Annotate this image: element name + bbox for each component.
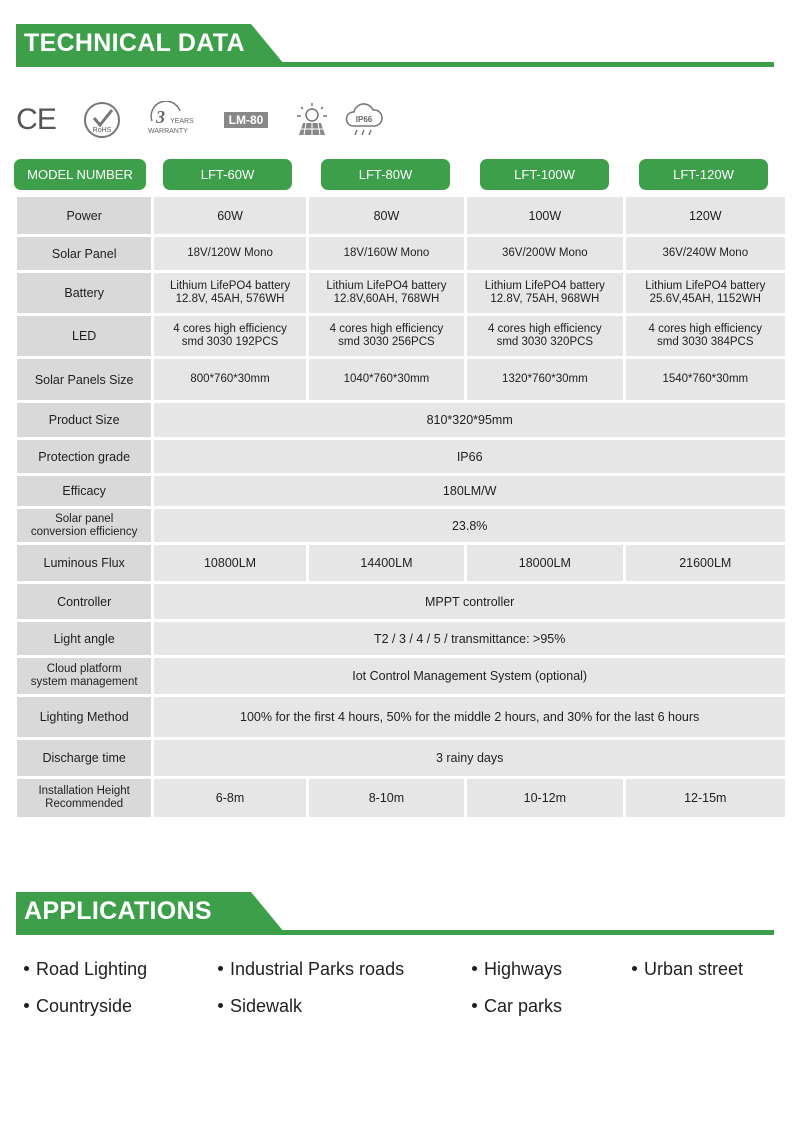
list-item-label: Industrial Parks roads <box>230 959 405 979</box>
table-row <box>17 622 785 655</box>
cell-line: 12.8V,60AH, 768WH <box>333 293 440 305</box>
spec-table <box>14 194 788 820</box>
cell-line: 4 cores high efficiency <box>488 323 602 335</box>
cell-line: smd 3030 320PCS <box>496 336 594 348</box>
list-item-label: Highways <box>484 959 563 979</box>
table-cell: 8-10m <box>309 779 464 817</box>
model-lft-80w: LFT-80W <box>321 159 450 190</box>
row-label-installation-height <box>17 779 151 817</box>
ce-mark-icon <box>16 98 56 142</box>
warranty-word: WARRANTY <box>148 128 188 135</box>
table-cell <box>626 273 785 313</box>
cell-line: smd 3030 192PCS <box>181 336 279 348</box>
table-row <box>17 359 785 400</box>
table-row <box>17 509 785 542</box>
lm80-icon <box>220 98 272 142</box>
label-line: Recommended <box>45 798 124 810</box>
table-cell: 60W <box>154 197 305 234</box>
label-line: system management <box>30 676 138 688</box>
row-label-protection-grade: Protection grade <box>17 440 151 473</box>
table-row <box>17 740 785 776</box>
table-row <box>17 584 785 619</box>
lm80-text: LM-80 <box>224 112 269 128</box>
cell-line: 25.6V,45AH, 1152WH <box>649 293 761 305</box>
bullet-icon <box>218 966 223 971</box>
table-cell <box>154 316 305 356</box>
header-underline <box>16 930 774 935</box>
row-label-solar-panels-size: Solar Panels Size <box>17 359 151 400</box>
list-item <box>218 959 404 980</box>
table-cell: 1040*760*30mm <box>309 359 464 400</box>
row-label-luminous-flux: Luminous Flux <box>17 545 151 581</box>
table-cell: 120W <box>626 197 785 234</box>
table-cell: 10-12m <box>467 779 622 817</box>
table-cell-merged: 23.8% <box>154 509 785 542</box>
rohs-badge-icon <box>83 101 121 139</box>
row-label-power: Power <box>17 197 151 234</box>
cell-line: Lithium LifePO4 battery <box>326 280 447 292</box>
list-item-label: Road Lighting <box>36 959 148 979</box>
table-row <box>17 697 785 737</box>
row-label-controller: Controller <box>17 584 151 619</box>
list-item <box>472 996 562 1017</box>
table-cell-merged: MPPT controller <box>154 584 785 619</box>
table-cell <box>309 316 464 356</box>
list-item-label: Urban street <box>644 959 744 979</box>
list-item-label: Car parks <box>484 996 563 1016</box>
certification-icons <box>16 98 416 142</box>
bullet-icon <box>24 1003 29 1008</box>
row-label-led: LED <box>17 316 151 356</box>
applications-title: APPLICATIONS <box>24 897 212 925</box>
list-item <box>24 996 132 1017</box>
warranty-years-number: 3 <box>156 107 165 127</box>
row-label-conversion-efficiency <box>17 509 151 542</box>
table-cell <box>154 273 305 313</box>
table-row <box>17 658 785 694</box>
cell-line: 4 cores high efficiency <box>648 323 763 335</box>
bullet-icon <box>472 1003 477 1008</box>
table-row <box>17 273 785 313</box>
header-underline <box>16 62 774 67</box>
table-cell <box>467 273 622 313</box>
row-label-discharge-time: Discharge time <box>17 740 151 776</box>
technical-data-header <box>16 24 774 68</box>
table-cell: 14400LM <box>309 545 464 581</box>
table-cell: 10800LM <box>154 545 305 581</box>
row-label-product-size: Product Size <box>17 403 151 437</box>
applications-header <box>16 892 774 936</box>
ip66-cloud-icon <box>344 98 384 142</box>
cell-line: Lithium LifePO4 battery <box>484 280 605 292</box>
table-cell <box>309 273 464 313</box>
row-label-solar-panel: Solar Panel <box>17 237 151 270</box>
table-cell: 800*760*30mm <box>154 359 305 400</box>
ip66-badge-text: IP66 <box>355 115 373 124</box>
technical-data-title: TECHNICAL DATA <box>24 29 245 57</box>
table-cell: 36V/200W Mono <box>467 237 622 270</box>
row-label-lighting-method: Lighting Method <box>17 697 151 737</box>
rohs-icon <box>82 98 122 142</box>
table-cell-merged: 810*320*95mm <box>154 403 785 437</box>
table-cell: 36V/240W Mono <box>626 237 785 270</box>
table-cell: 100W <box>467 197 622 234</box>
table-cell <box>467 316 622 356</box>
model-lft-60w: LFT-60W <box>163 159 292 190</box>
cell-line: Lithium LifePO4 battery <box>169 280 291 292</box>
table-cell-merged: Iot Control Management System (optional) <box>154 658 785 694</box>
table-cell: 1540*760*30mm <box>626 359 785 400</box>
table-row <box>17 779 785 817</box>
cell-line: smd 3030 256PCS <box>338 336 435 348</box>
bullet-icon <box>24 966 29 971</box>
cell-line: 4 cores high efficiency <box>173 323 287 335</box>
label-line: Solar panel <box>55 512 114 525</box>
table-row <box>17 545 785 581</box>
row-label-cloud-platform <box>17 658 151 694</box>
table-cell: 18V/120W Mono <box>154 237 305 270</box>
list-item <box>472 959 562 980</box>
table-cell: 18000LM <box>467 545 622 581</box>
table-cell: 1320*760*30mm <box>467 359 622 400</box>
table-cell-merged: IP66 <box>154 440 785 473</box>
bullet-icon <box>218 1003 223 1008</box>
table-row <box>17 476 785 506</box>
table-row <box>17 403 785 437</box>
model-lft-100w: LFT-100W <box>480 159 609 190</box>
row-label-efficacy: Efficacy <box>17 476 151 506</box>
warranty-badge-icon <box>146 101 198 139</box>
cell-line: 12.8V, 75AH, 968WH <box>490 293 600 305</box>
cell-line: 4 cores high efficiency <box>329 323 444 335</box>
cell-line: 12.8V, 45AH, 576WH <box>175 293 285 305</box>
list-item <box>24 959 147 980</box>
label-line: Installation Height <box>38 785 130 797</box>
bullet-icon <box>632 966 637 971</box>
label-line: conversion efficiency <box>30 525 138 538</box>
table-cell: 21600LM <box>626 545 785 581</box>
table-cell <box>626 316 785 356</box>
table-cell: 12-15m <box>626 779 785 817</box>
table-row <box>17 197 785 234</box>
applications-list <box>24 955 784 1035</box>
warranty-years-word: YEARS <box>170 118 194 125</box>
cell-line: smd 3030 384PCS <box>657 336 754 348</box>
table-row <box>17 440 785 473</box>
bullet-icon <box>472 966 477 971</box>
row-label-battery: Battery <box>17 273 151 313</box>
cell-line: Lithium LifePO4 battery <box>645 280 766 292</box>
table-cell-merged: 180LM/W <box>154 476 785 506</box>
table-cell: 6-8m <box>154 779 305 817</box>
list-item-label: Countryside <box>36 996 133 1016</box>
model-lft-120w: LFT-120W <box>639 159 768 190</box>
label-line: Cloud platform <box>46 663 122 675</box>
table-row <box>17 316 785 356</box>
table-cell-merged: 100% for the first 4 hours, 50% for the middle 2 hours, and 30% for the last 6 hours <box>154 697 785 737</box>
list-item <box>218 996 302 1017</box>
ce-mark-text: CE <box>16 103 56 136</box>
table-cell: 80W <box>309 197 464 234</box>
table-cell-merged: 3 rainy days <box>154 740 785 776</box>
list-item <box>632 959 743 980</box>
model-number-row <box>14 159 774 191</box>
table-cell-merged: T2 / 3 / 4 / 5 / transmittance: >95% <box>154 622 785 655</box>
table-row <box>17 237 785 270</box>
table-cell: 18V/160W Mono <box>309 237 464 270</box>
warranty-icon <box>146 98 198 142</box>
rohs-text: RoHS <box>92 127 112 134</box>
row-label-light-angle: Light angle <box>17 622 151 655</box>
sun-solar-panel-icon <box>292 98 332 142</box>
model-number-header: MODEL NUMBER <box>14 159 146 190</box>
list-item-label: Sidewalk <box>230 996 303 1016</box>
